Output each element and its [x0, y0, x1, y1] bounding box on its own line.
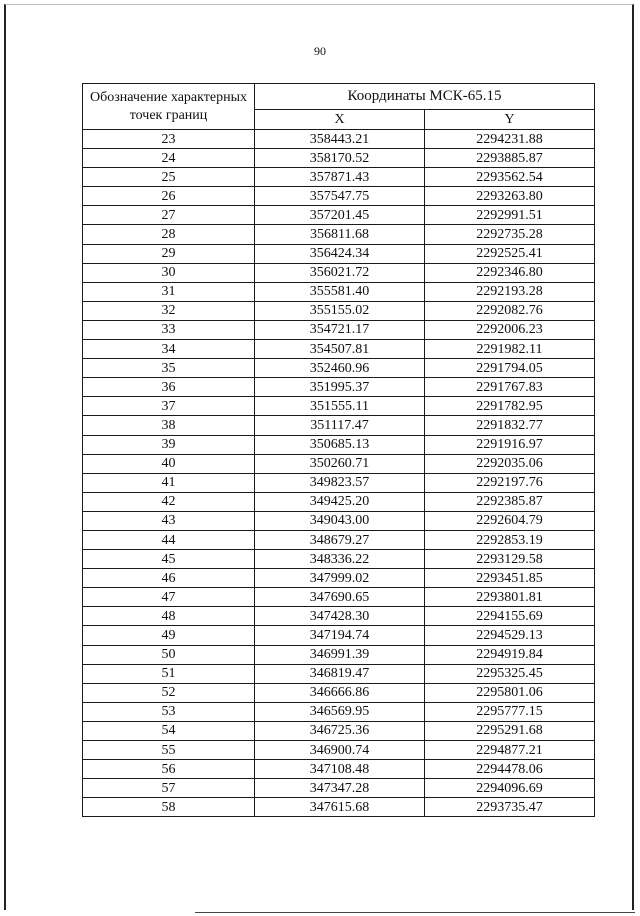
- y-cell: 2293885.87: [425, 149, 595, 168]
- y-cell: 2293263.80: [425, 187, 595, 206]
- table-row: [83, 645, 595, 664]
- x-cell: 347615.68: [255, 798, 425, 817]
- y-cell: 2292735.28: [425, 225, 595, 244]
- point-cell: 25: [83, 168, 255, 187]
- point-cell: 33: [83, 320, 255, 339]
- point-cell: 32: [83, 301, 255, 320]
- x-cell: 358443.21: [255, 130, 425, 149]
- table-row: [83, 530, 595, 549]
- point-cell: 50: [83, 645, 255, 664]
- table-row: [83, 130, 595, 149]
- y-cell: 2294529.13: [425, 626, 595, 645]
- point-cell: 54: [83, 721, 255, 740]
- x-cell: 347347.28: [255, 779, 425, 798]
- x-cell: 351117.47: [255, 416, 425, 435]
- table-row: [83, 263, 595, 282]
- header-coordinates: Координаты МСК-65.15: [255, 84, 595, 110]
- point-cell: 49: [83, 626, 255, 645]
- x-cell: 357547.75: [255, 187, 425, 206]
- y-cell: 2295325.45: [425, 664, 595, 683]
- x-cell: 348679.27: [255, 530, 425, 549]
- y-cell: 2293451.85: [425, 569, 595, 588]
- x-cell: 350685.13: [255, 435, 425, 454]
- point-cell: 44: [83, 530, 255, 549]
- table-row: [83, 225, 595, 244]
- y-cell: 2294096.69: [425, 779, 595, 798]
- point-cell: 40: [83, 454, 255, 473]
- x-cell: 346900.74: [255, 741, 425, 760]
- y-cell: 2292193.28: [425, 282, 595, 301]
- table-row: [83, 149, 595, 168]
- y-cell: 2294877.21: [425, 741, 595, 760]
- y-cell: 2293129.58: [425, 550, 595, 569]
- x-cell: 346725.36: [255, 721, 425, 740]
- point-cell: 26: [83, 187, 255, 206]
- bottom-rule: [195, 912, 635, 913]
- x-cell: 354721.17: [255, 320, 425, 339]
- x-cell: 358170.52: [255, 149, 425, 168]
- table-row: [83, 721, 595, 740]
- header-x: X: [255, 110, 425, 130]
- table-row: [83, 760, 595, 779]
- y-cell: 2293735.47: [425, 798, 595, 817]
- x-cell: 355155.02: [255, 301, 425, 320]
- point-cell: 29: [83, 244, 255, 263]
- point-cell: 35: [83, 359, 255, 378]
- table-row: [83, 320, 595, 339]
- y-cell: 2295801.06: [425, 683, 595, 702]
- table-row: [83, 798, 595, 817]
- y-cell: 2291794.05: [425, 359, 595, 378]
- table-row: [83, 397, 595, 416]
- point-cell: 52: [83, 683, 255, 702]
- table-row: [83, 779, 595, 798]
- point-cell: 36: [83, 378, 255, 397]
- table-row: [83, 473, 595, 492]
- table-row: [83, 244, 595, 263]
- x-cell: 346666.86: [255, 683, 425, 702]
- point-cell: 56: [83, 760, 255, 779]
- x-cell: 354507.81: [255, 340, 425, 359]
- y-cell: 2294478.06: [425, 760, 595, 779]
- y-cell: 2295777.15: [425, 702, 595, 721]
- y-cell: 2292991.51: [425, 206, 595, 225]
- point-cell: 48: [83, 607, 255, 626]
- y-cell: 2292006.23: [425, 320, 595, 339]
- x-cell: 349425.20: [255, 492, 425, 511]
- point-cell: 55: [83, 741, 255, 760]
- x-cell: 346569.95: [255, 702, 425, 721]
- x-cell: 356021.72: [255, 263, 425, 282]
- y-cell: 2291832.77: [425, 416, 595, 435]
- x-cell: 348336.22: [255, 550, 425, 569]
- table-row: [83, 454, 595, 473]
- table-row: [83, 702, 595, 721]
- x-cell: 350260.71: [255, 454, 425, 473]
- point-cell: 28: [83, 225, 255, 244]
- x-cell: 351995.37: [255, 378, 425, 397]
- table-row: [83, 664, 595, 683]
- x-cell: 346819.47: [255, 664, 425, 683]
- x-cell: 357201.45: [255, 206, 425, 225]
- header-point-designation: Обозначение характерных точек границ: [83, 84, 255, 130]
- y-cell: 2291982.11: [425, 340, 595, 359]
- x-cell: 347999.02: [255, 569, 425, 588]
- table-row: [83, 340, 595, 359]
- x-cell: 346991.39: [255, 645, 425, 664]
- point-cell: 27: [83, 206, 255, 225]
- point-cell: 34: [83, 340, 255, 359]
- y-cell: 2291782.95: [425, 397, 595, 416]
- table-row: [83, 282, 595, 301]
- y-cell: 2292346.80: [425, 263, 595, 282]
- x-cell: 351555.11: [255, 397, 425, 416]
- point-cell: 30: [83, 263, 255, 282]
- x-cell: 347194.74: [255, 626, 425, 645]
- y-cell: 2294155.69: [425, 607, 595, 626]
- point-cell: 41: [83, 473, 255, 492]
- coordinates-table: [82, 83, 595, 817]
- table-row: [83, 607, 595, 626]
- x-cell: 355581.40: [255, 282, 425, 301]
- y-cell: 2293801.81: [425, 588, 595, 607]
- x-cell: 356811.68: [255, 225, 425, 244]
- y-cell: 2292525.41: [425, 244, 595, 263]
- y-cell: 2294919.84: [425, 645, 595, 664]
- point-cell: 31: [83, 282, 255, 301]
- point-cell: 39: [83, 435, 255, 454]
- y-cell: 2292853.19: [425, 530, 595, 549]
- table-row: [83, 416, 595, 435]
- table-row: [83, 378, 595, 397]
- point-cell: 51: [83, 664, 255, 683]
- table-row: [83, 741, 595, 760]
- point-cell: 45: [83, 550, 255, 569]
- x-cell: 357871.43: [255, 168, 425, 187]
- point-cell: 57: [83, 779, 255, 798]
- y-cell: 2295291.68: [425, 721, 595, 740]
- point-cell: 24: [83, 149, 255, 168]
- y-cell: 2292197.76: [425, 473, 595, 492]
- table-row: [83, 511, 595, 530]
- table-row: [83, 626, 595, 645]
- table-row: [83, 359, 595, 378]
- table-row: [83, 492, 595, 511]
- table-row: [83, 550, 595, 569]
- y-cell: 2293562.54: [425, 168, 595, 187]
- y-cell: 2292385.87: [425, 492, 595, 511]
- table-body: [83, 130, 595, 817]
- page-number: 90: [314, 44, 326, 58]
- point-cell: 23: [83, 130, 255, 149]
- table-row: [83, 168, 595, 187]
- point-cell: 47: [83, 588, 255, 607]
- x-cell: 349043.00: [255, 511, 425, 530]
- point-cell: 46: [83, 569, 255, 588]
- table-row: [83, 301, 595, 320]
- y-cell: 2291767.83: [425, 378, 595, 397]
- x-cell: 349823.57: [255, 473, 425, 492]
- point-cell: 42: [83, 492, 255, 511]
- x-cell: 356424.34: [255, 244, 425, 263]
- table-row: [83, 187, 595, 206]
- point-cell: 58: [83, 798, 255, 817]
- header-y: Y: [425, 110, 595, 130]
- table-header-row: [83, 84, 595, 110]
- y-cell: 2291916.97: [425, 435, 595, 454]
- table-row: [83, 206, 595, 225]
- point-cell: 37: [83, 397, 255, 416]
- y-cell: 2292035.06: [425, 454, 595, 473]
- y-cell: 2294231.88: [425, 130, 595, 149]
- table-row: [83, 569, 595, 588]
- y-cell: 2292604.79: [425, 511, 595, 530]
- table-row: [83, 435, 595, 454]
- table-row: [83, 588, 595, 607]
- x-cell: 347428.30: [255, 607, 425, 626]
- point-cell: 38: [83, 416, 255, 435]
- point-cell: 53: [83, 702, 255, 721]
- x-cell: 352460.96: [255, 359, 425, 378]
- point-cell: 43: [83, 511, 255, 530]
- y-cell: 2292082.76: [425, 301, 595, 320]
- x-cell: 347108.48: [255, 760, 425, 779]
- table-row: [83, 683, 595, 702]
- x-cell: 347690.65: [255, 588, 425, 607]
